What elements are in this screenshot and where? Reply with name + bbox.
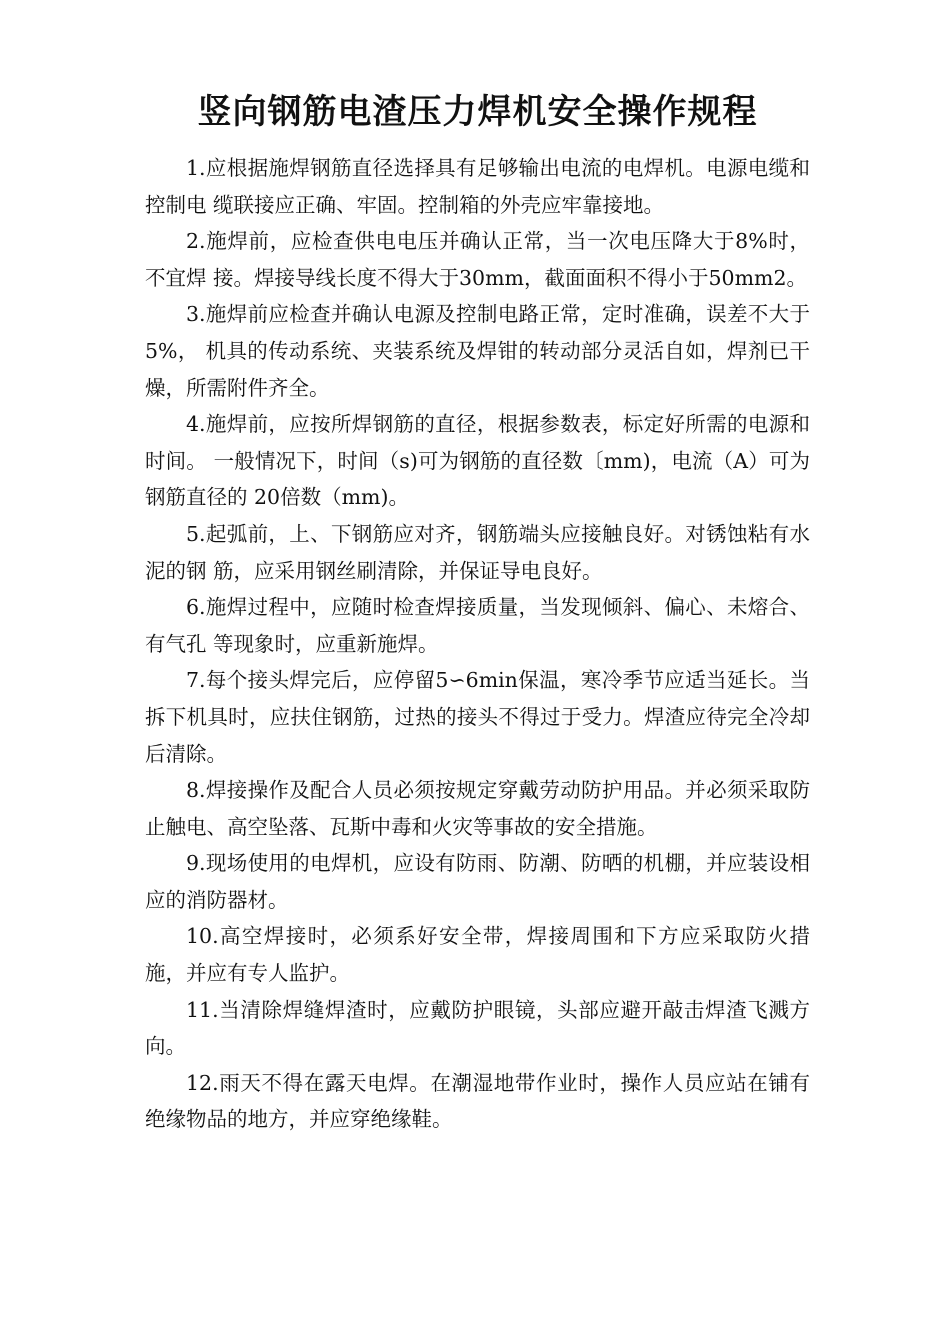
clause-10: 10.高空焊接时，必须系好安全带，焊接周围和下方应采取防火措施，并应有专人监护。 xyxy=(145,924,810,986)
clause-8: 8.焊接操作及配合人员必须按规定穿戴劳动防护用品。并必须采取防止触电、高空坠落、瓦斯中毒和火灾等事故的安全措施。 xyxy=(145,778,810,839)
clause-1: 1.应根据施焊钢筋直径选择具有足够输出电流的电焊机。电源电缆和控制电 缆联接应正确、牢固。控制箱的外壳应牢靠接地。 xyxy=(145,156,810,217)
clause-4: 4.施焊前，应按所焊钢筋的直径，根据参数表，标定好所需的电源和时间。 一般情况下，时间（s)可为钢筋的直径数〔mm)，电流（A）可为钢筋直径的 20倍数（mm)。 xyxy=(145,412,810,510)
clause-12: 12.雨天不得在露天电焊。在潮湿地带作业时，操作人员应站在铺有绝缘物品的地方，并应穿绝缘鞋。 xyxy=(145,1070,810,1132)
clause-5: 5.起弧前，上、下钢筋应对齐，钢筋端头应接触良好。对锈蚀粘有水泥的钢 筋，应采用钢丝刷清除，并保证导电良好。 xyxy=(145,521,810,583)
clause-list xyxy=(145,150,810,1138)
clause-2: 2.施焊前，应检查供电电压并确认正常，当一次电压降大于8%时，不宜焊 接。焊接导线长度不得大于30mm，截面面积不得小于50mm2。 xyxy=(145,229,810,290)
clause-3: 3.施焊前应检查并确认电源及控制电路正常，定时准确，误差不大于5%， 机具的传动系统、夹装系统及焊钳的转动部分灵活自如，焊剂已干燥，所需附件齐全。 xyxy=(145,302,810,400)
clause-6: 6.施焊过程中，应随时检查焊接质量，当发现倾斜、偏心、未熔合、有气孔 等现象时，应重新施焊。 xyxy=(145,595,810,656)
clause-11: 11.当清除焊缝焊渣时，应戴防护眼镜，头部应避开敲击焊渣飞溅方向。 xyxy=(145,997,810,1059)
document-title: 竖向钢筋电渣压力焊机安全操作规程 xyxy=(197,92,758,132)
clause-9: 9.现场使用的电焊机，应设有防雨、防潮、防晒的机棚，并应装设相应的消防器材。 xyxy=(145,851,810,912)
clause-7: 7.每个接头焊完后，应停留5∽6min保温，寒冷季节应适当延长。当拆下机具时，应扶住钢筋，过热的接头不得过于受力。焊渣应待完全冷却后清除。 xyxy=(145,668,810,766)
document-page xyxy=(145,84,810,1138)
